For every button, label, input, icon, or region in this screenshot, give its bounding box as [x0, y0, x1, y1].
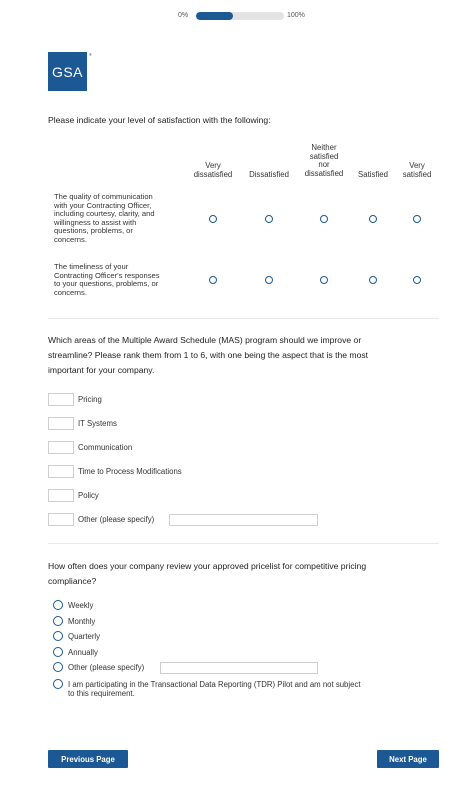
- progress-bar: [196, 12, 284, 20]
- gsa-logo: GSA: [48, 52, 87, 91]
- q3-other-specify-input[interactable]: [160, 662, 318, 674]
- q3-radio-tdr-pilot[interactable]: [53, 679, 63, 689]
- rank-label-communication: Communication: [78, 443, 133, 452]
- q3-label-monthly: Monthly: [68, 617, 96, 626]
- q1-row-1-radio-dissatisfied[interactable]: [265, 215, 273, 223]
- rank-label-policy: Policy: [78, 491, 99, 500]
- progress-end-label: 100%: [287, 12, 305, 19]
- rank-input-communication[interactable]: [48, 441, 74, 454]
- q1-row-2-label: The timeliness of your Contracting Officer's responses to your questions, problems, or concerns.: [54, 262, 160, 297]
- section-divider: [48, 318, 439, 319]
- col-head-dissatisfied: Dissatisfied: [249, 170, 289, 179]
- q1-row-1-label: The quality of communication with your Contracting Officer, including courtesy, clarity, and willingness to assist with questions, problems, or concerns.: [54, 192, 155, 244]
- q1-row-2-radio-dissatisfied[interactable]: [265, 276, 273, 284]
- q3-prompt: How often does your company review your approved pricelist for competitive pricing compliance?: [48, 561, 367, 586]
- col-head-very-satisfied: Very satisfied: [402, 161, 432, 179]
- rank-input-it-systems[interactable]: [48, 417, 74, 430]
- q3-label-quarterly: Quarterly: [68, 632, 101, 641]
- next-page-button[interactable]: Next Page: [377, 750, 439, 768]
- q2-prompt: Which areas of the Multiple Award Schedule (MAS) program should we improve or streamline? Please rank them from 1 to 6, with one being the aspect that is the most important for your company.: [48, 335, 369, 375]
- rank-label-other: Other (please specify): [78, 515, 155, 524]
- q1-row-1-radio-satisfied[interactable]: [369, 215, 377, 223]
- rank-input-other[interactable]: [48, 513, 74, 526]
- q3-label-tdr-pilot: I am participating in the Transactional Data Reporting (TDR) Pilot and am not subject to this requirement.: [68, 680, 361, 698]
- rank-input-policy[interactable]: [48, 489, 74, 502]
- q1-prompt: Please indicate your level of satisfaction with the following:: [48, 115, 271, 125]
- col-head-neither: Neither satisfied nor dissatisfied: [304, 143, 344, 178]
- q1-row-2-radio-satisfied[interactable]: [369, 276, 377, 284]
- q3-label-other: Other (please specify): [68, 663, 145, 672]
- q3-radio-other[interactable]: [53, 662, 63, 672]
- section-divider: [48, 543, 439, 544]
- rank-label-time-to-process: Time to Process Modifications: [78, 467, 182, 476]
- q1-row-2-radio-very-dissatisfied[interactable]: [209, 276, 217, 284]
- q1-row-2-radio-neither[interactable]: [320, 276, 328, 284]
- rank-input-time-to-process[interactable]: [48, 465, 74, 478]
- col-head-satisfied: Satisfied: [358, 170, 388, 179]
- q3-label-annually: Annually: [68, 648, 98, 657]
- col-head-very-dissatisfied: Very dissatisfied: [193, 161, 233, 179]
- registered-mark: ®: [89, 52, 92, 57]
- q1-row-1-radio-very-dissatisfied[interactable]: [209, 215, 217, 223]
- q1-row-2-radio-very-satisfied[interactable]: [413, 276, 421, 284]
- q3-radio-weekly[interactable]: [53, 600, 63, 610]
- previous-page-button[interactable]: Previous Page: [48, 750, 128, 768]
- q1-row-1-radio-neither[interactable]: [320, 215, 328, 223]
- q3-radio-monthly[interactable]: [53, 616, 63, 626]
- q1-row-1-radio-very-satisfied[interactable]: [413, 215, 421, 223]
- q2-other-specify-input[interactable]: [169, 514, 318, 526]
- rank-label-it-systems: IT Systems: [78, 419, 117, 428]
- rank-input-pricing[interactable]: [48, 393, 74, 406]
- q3-radio-quarterly[interactable]: [53, 631, 63, 641]
- q3-label-weekly: Weekly: [68, 601, 94, 610]
- progress-bar-fill: [196, 12, 233, 20]
- rank-label-pricing: Pricing: [78, 395, 102, 404]
- progress-start-label: 0%: [178, 12, 189, 19]
- q3-radio-annually[interactable]: [53, 647, 63, 657]
